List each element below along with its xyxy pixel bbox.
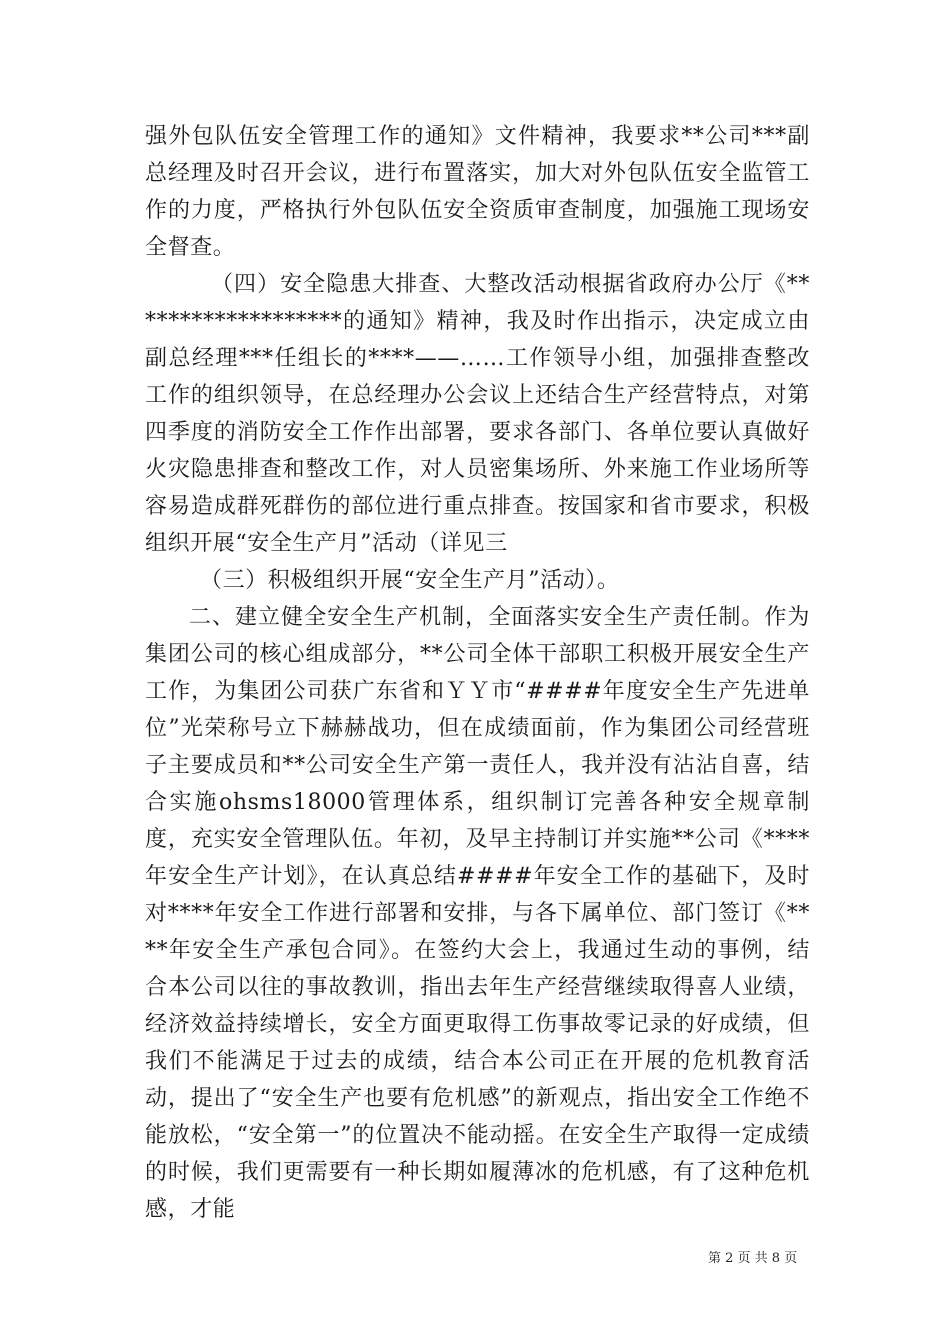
- paragraph-section-four: （四）安全隐患大排查、大整改活动根据省政府办公厅《*******************的通知》精神，我及时作出指示，决定成立由副总经理***任组长的****——……工作领导小组，加强排查整改工作的组织领导，在总经理办公会议上还结合生产经营特点，对第四季度的消防安全工作作出部署，要求各部门、各单位要认真做好火灾隐患排查和整改工作，对人员密集场所、外来施工作业场所等容易造成群死群伤的部位进行重点排查。按国家和省市要求，积极组织开展“安全生产月”活动（详见三: [145, 272, 810, 556]
- paragraph-continuation: 强外包队伍安全管理工作的通知》文件精神，我要求**公司***副总经理及时召开会议，进行布置落实，加大对外包队伍安全监管工作的力度，严格执行外包队伍安全资质审查制度，加强施工现场安全督查。: [145, 124, 810, 260]
- document-body: [145, 118, 810, 1228]
- page-number-footer: 第 2 页 共 8 页: [708, 1251, 798, 1266]
- paragraph-section-three-ref: （三）积极组织开展“安全生产月”活动）。: [200, 568, 620, 593]
- paragraph-section-two: 二、建立健全安全生产机制，全面落实安全生产责任制。作为集团公司的核心组成部分，**公司全体干部职工积极开展安全生产工作，为集团公司获广东省和ＹＹ市“####年度安全生产先进单位”光荣称号立下赫赫战功，但在成绩面前，作为集团公司经营班子主要成员和**公司安全生产第一责任人，我并没有沾沾自喜，结合实施ohsms18000管理体系，组织制订完善各种安全规章制度，充实安全管理队伍。年初，及早主持制订并实施**公司《****年安全生产计划》，在认真总结####年安全工作的基础下，及时对****年安全工作进行部署和安排，与各下属单位、部门签订《****年安全生产承包合同》。在签约大会上，我通过生动的事例，结合本公司以往的事故教训，指出去年生产经营继续取得喜人业绩，经济效益持续增长，安全方面更取得工伤事故零记录的好成绩，但我们不能满足于过去的成绩，结合本公司正在开展的危机教育活动，提出了“安全生产也要有危机感”的新观点，指出安全工作绝不能放松，“安全第一”的位置决不能动摇。在安全生产取得一定成绩的时候，我们更需要有一种长期如履薄冰的危机感，有了这种危机感，才能: [145, 605, 810, 1222]
